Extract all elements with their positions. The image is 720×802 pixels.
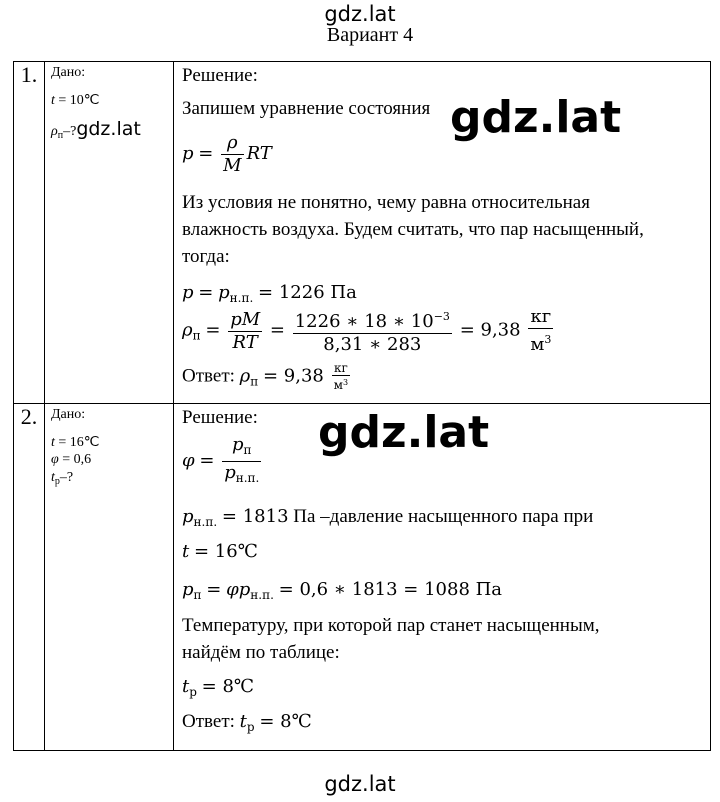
solution-text-3: t = 16℃ [182,541,258,562]
given-temperature: t = 16℃ [51,435,100,450]
given-label: Дано: [51,65,86,80]
solution-text-2: Из условия не понятно, чему равна относительная [182,192,590,213]
equation-pressure: $p = p_{н.п.} = 1226$ Па [182,282,357,305]
solution-text-4: $p_п = \varphi p_{н.п.} = 0,6$ ∗ 1813 = 1088 Па [182,579,503,602]
watermark-large: gdz.lat [446,92,625,143]
solution-text-6: найдём по таблице: [182,642,340,663]
answer-1: Ответ: $\rho_п = 9,38$ $\frac{кг}{м^3}$ [182,361,349,392]
given-cell-2 [45,404,174,751]
problem-number-1: 1. [14,62,45,404]
problem-row-2 [14,404,711,751]
given-cell-1 [45,62,174,404]
solution-text-3: влажность воздуха. Будем считать, что пар насыщенный, [182,219,644,240]
given-humidity: φ = 0,6 [51,452,92,467]
solution-cell-1 [174,62,711,404]
solutions-table [13,61,711,751]
equation-humidity: φ = $\frac{p_п}{p_{н.п.}}$ [182,434,260,485]
watermark-large: gdz.lat [314,407,493,458]
solution-text-7: $t_р$ = 8℃ [182,676,255,699]
solution-text-5: Температуру, при которой пар станет насыщенным, [182,615,600,636]
given-find: $\rho_п-?gdz.lat$ [51,118,141,141]
solution-text-2: $p_{н.п.} = 1813$ Па –давление насыщенного пара при [182,506,594,529]
solution-text-1: Запишем уравнение состояния [182,98,431,119]
equation-density: $\rho_п$ = $\frac{pM}{RT}$ = $\frac{1226 ∗ 18 ∗ 10^{-3}}{8,31 ∗ 283}$ = 9,38 $\frac{кг}{м^3}$ [182,306,552,355]
problem-number-2: 2. [14,404,45,751]
given-find: $t_р-$? [51,470,74,487]
given-label: Дано: [51,407,86,422]
solution-label: Решение: [182,407,258,428]
answer-2: Ответ: $t_р$ = 8℃ [182,711,312,734]
solution-label: Решение: [182,65,258,86]
equation-state: p = $\frac{\rho}{M}$ RT [182,132,272,176]
problem-row-1 [14,62,711,404]
variant-title: Вариант 4 [326,24,414,46]
watermark-top: gdz.lat [324,2,396,26]
watermark-bottom: gdz.lat [324,772,396,796]
solution-text-4: тогда: [182,246,230,267]
given-temperature: t = 10℃ [51,93,100,108]
inline-watermark: gdz.lat [76,118,141,140]
solution-cell-2 [174,404,711,751]
